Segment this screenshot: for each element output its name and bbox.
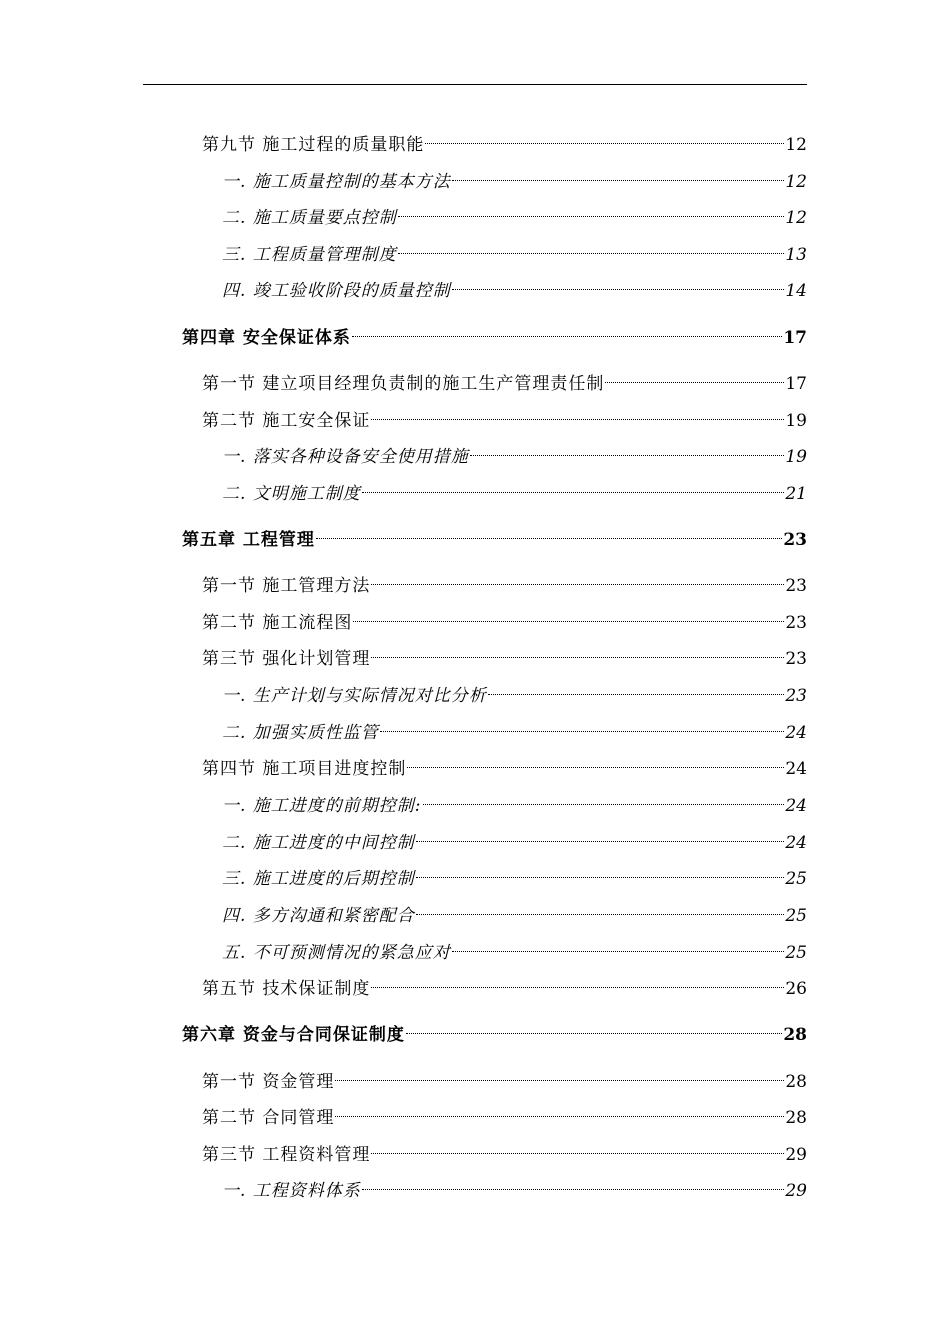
toc-dot-leader	[361, 1172, 786, 1196]
toc-dot-leader	[415, 824, 786, 848]
toc-dot-leader	[451, 163, 786, 187]
toc-entry-title: 一. 落实各种设备安全使用措施	[222, 447, 469, 467]
toc-entry-page: 28	[785, 1072, 807, 1092]
toc-dot-leader	[405, 1016, 783, 1040]
toc-entry-page: 12	[785, 208, 807, 228]
toc-dot-leader	[352, 604, 785, 628]
toc-entry-page: 13	[785, 245, 807, 265]
toc-dot-leader	[370, 1136, 785, 1160]
toc-entry-title: 第四章 安全保证体系	[182, 328, 351, 348]
toc-dot-leader	[397, 236, 786, 260]
toc-entry-title: 三. 工程质量管理制度	[222, 245, 397, 265]
toc-entry-page: 17	[785, 374, 807, 394]
toc-dot-leader	[604, 365, 785, 389]
toc-dot-leader	[334, 1063, 785, 1087]
toc-entry-page: 24	[785, 796, 807, 816]
toc-dot-leader	[361, 475, 786, 499]
toc-entry[interactable]	[202, 750, 807, 779]
toc-entry-page: 24	[785, 833, 807, 853]
toc-entry[interactable]	[222, 897, 807, 926]
toc-entry-title: 三. 施工进度的后期控制	[222, 869, 415, 889]
toc-entry[interactable]	[222, 677, 807, 706]
toc-entry[interactable]	[202, 970, 807, 999]
toc-entry[interactable]	[222, 272, 807, 301]
toc-entry[interactable]	[222, 934, 807, 963]
toc-entry-page: 26	[785, 979, 807, 999]
toc-entry-page: 23	[783, 530, 807, 550]
toc-entry-title: 四. 多方沟通和紧密配合	[222, 906, 415, 926]
toc-entry-title: 第一节 建立项目经理负责制的施工生产管理责任制	[202, 374, 605, 394]
toc-entry-title: 第四节 施工项目进度控制	[202, 759, 407, 779]
toc-entry-page: 25	[785, 906, 807, 926]
toc-entry[interactable]	[202, 365, 807, 394]
toc-entry-title: 一. 生产计划与实际情况对比分析	[222, 686, 487, 706]
toc-dot-leader	[379, 714, 786, 738]
toc-dot-leader	[415, 860, 786, 884]
toc-dot-leader	[370, 567, 785, 591]
toc-dot-leader	[415, 897, 786, 921]
toc-entry-title: 二. 文明施工制度	[222, 484, 361, 504]
toc-entry-title: 五. 不可预测情况的紧急应对	[222, 943, 451, 963]
toc-entry-page: 17	[783, 328, 807, 348]
toc-chapter-entry[interactable]	[182, 1016, 807, 1045]
toc-dot-leader	[487, 677, 786, 701]
toc-entry[interactable]	[202, 604, 807, 633]
toc-entry[interactable]	[222, 236, 807, 265]
toc-entry[interactable]	[222, 860, 807, 889]
toc-entry[interactable]	[222, 475, 807, 504]
toc-entry-title: 第二节 合同管理	[202, 1108, 335, 1128]
toc-entry-page: 19	[785, 447, 807, 467]
toc-entry-title: 一. 施工质量控制的基本方法	[222, 172, 451, 192]
toc-entry[interactable]	[202, 1136, 807, 1165]
toc-dot-leader	[370, 970, 785, 994]
toc-entry[interactable]	[222, 787, 807, 816]
toc-entry[interactable]	[202, 640, 807, 669]
toc-entry-page: 29	[785, 1145, 807, 1165]
toc-entry-page: 24	[785, 723, 807, 743]
toc-entry-title: 第三节 工程资料管理	[202, 1145, 371, 1165]
toc-dot-leader	[451, 272, 786, 296]
toc-dot-leader	[315, 521, 783, 545]
toc-entry-title: 第五章 工程管理	[182, 530, 315, 550]
toc-entry-title: 第二节 施工安全保证	[202, 411, 371, 431]
toc-entry-page: 14	[785, 281, 807, 301]
toc-entry[interactable]	[202, 567, 807, 596]
toc-entry-page: 23	[785, 576, 807, 596]
toc-entry-page: 23	[785, 613, 807, 633]
toc-chapter-entry[interactable]	[182, 521, 807, 550]
toc-entry[interactable]	[222, 199, 807, 228]
toc-dot-leader	[422, 787, 786, 811]
toc-dot-leader	[370, 402, 785, 426]
toc-dot-leader	[370, 640, 785, 664]
toc-entry-title: 第三节 强化计划管理	[202, 649, 371, 669]
toc-entry-page: 28	[785, 1108, 807, 1128]
toc-entry-title: 第二节 施工流程图	[202, 613, 353, 633]
toc-entry[interactable]	[222, 1172, 807, 1201]
toc-entry[interactable]	[202, 126, 807, 155]
toc-entry-title: 二. 施工质量要点控制	[222, 208, 397, 228]
toc-entry-page: 19	[785, 411, 807, 431]
toc-dot-leader	[406, 750, 785, 774]
toc-chapter-entry[interactable]	[182, 319, 807, 348]
toc-entry[interactable]	[222, 824, 807, 853]
toc-entry[interactable]	[222, 163, 807, 192]
toc-entry-page: 25	[785, 943, 807, 963]
toc-entry-title: 四. 竣工验收阶段的质量控制	[222, 281, 451, 301]
toc-entry[interactable]	[222, 714, 807, 743]
toc-entry-page: 12	[785, 172, 807, 192]
toc-entry-page: 12	[785, 135, 807, 155]
toc-entry-title: 一. 施工进度的前期控制:	[222, 796, 422, 816]
toc-entry-title: 第九节 施工过程的质量职能	[202, 135, 425, 155]
toc-entry[interactable]	[222, 438, 807, 467]
toc-entry[interactable]	[202, 1099, 807, 1128]
toc-entry-title: 二. 加强实质性监管	[222, 723, 379, 743]
toc-entry-page: 23	[785, 649, 807, 669]
toc-entry-page: 28	[783, 1025, 807, 1045]
toc-entry-title: 第五节 技术保证制度	[202, 979, 371, 999]
toc-dot-leader	[451, 934, 786, 958]
toc-entry-title: 第六章 资金与合同保证制度	[182, 1025, 405, 1045]
toc-entry-page: 23	[785, 686, 807, 706]
toc-entry-page: 29	[785, 1181, 807, 1201]
toc-dot-leader	[351, 319, 783, 343]
toc-entry-title: 第一节 资金管理	[202, 1072, 335, 1092]
toc-dot-leader	[397, 199, 786, 223]
toc-entry-page: 25	[785, 869, 807, 889]
toc-entry-title: 第一节 施工管理方法	[202, 576, 371, 596]
toc-entry-page: 21	[785, 484, 807, 504]
toc-dot-leader	[469, 438, 786, 462]
toc-dot-leader	[334, 1099, 785, 1123]
toc-dot-leader	[424, 126, 785, 150]
toc-entry[interactable]	[202, 402, 807, 431]
toc-entry-page: 24	[785, 759, 807, 779]
toc-entry-title: 二. 施工进度的中间控制	[222, 833, 415, 853]
toc-entry-title: 一. 工程资料体系	[222, 1181, 361, 1201]
toc-entry[interactable]	[202, 1063, 807, 1092]
